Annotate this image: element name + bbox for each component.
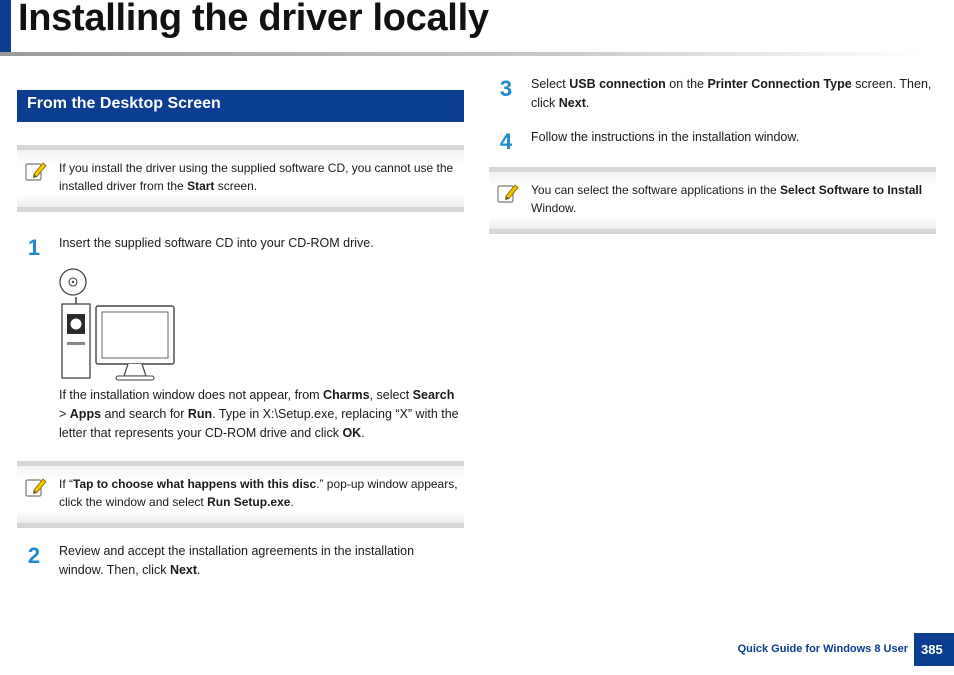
step-4-text: Follow the instructions in the installation window. bbox=[531, 130, 800, 144]
note-box-3 bbox=[489, 167, 936, 234]
note-box-2 bbox=[17, 461, 464, 528]
note-box-1 bbox=[17, 145, 464, 212]
step-2-text: Review and accept the installation agreements in the installation window. Then, click Next. bbox=[59, 544, 415, 577]
page-title: Installing the driver locally bbox=[18, 0, 489, 39]
step-1-text: Insert the supplied software CD into your CD-ROM drive. bbox=[59, 236, 374, 250]
pencil-note-icon bbox=[25, 160, 47, 182]
note-text: If you install the driver using the supplied software CD, you cannot use the installed driver from the Start screen. bbox=[59, 161, 454, 193]
cd-rom-computer-illustration bbox=[58, 264, 178, 384]
section-heading: From the Desktop Screen bbox=[17, 90, 464, 122]
footer-guide-label: Quick Guide for Windows 8 User bbox=[737, 643, 908, 655]
step-number-3: 3 bbox=[499, 76, 513, 101]
step-3-text: Select USB connection on the Printer Connection Type screen. Then, click Next. bbox=[531, 77, 932, 110]
step-number-1: 1 bbox=[27, 235, 41, 260]
pencil-note-icon bbox=[25, 476, 47, 498]
step-1-detail: If the installation window does not appear, from Charms, select Search > Apps and search for Run. Type in X:\Setup.exe, replacing “X” with the letter that represents your CD-ROM drive and click OK. bbox=[59, 388, 459, 440]
note-text: You can select the software applications in the Select Software to Install Window. bbox=[531, 183, 923, 215]
step-number-4: 4 bbox=[499, 129, 513, 154]
step-number-2: 2 bbox=[27, 543, 41, 568]
page-number: 385 bbox=[914, 633, 954, 666]
pencil-note-icon bbox=[497, 182, 519, 204]
title-underline bbox=[0, 52, 918, 56]
title-accent-bar bbox=[0, 0, 11, 52]
note-text: If “Tap to choose what happens with this disc.” pop-up window appears, click the window and select Run Setup.exe. bbox=[59, 477, 458, 509]
